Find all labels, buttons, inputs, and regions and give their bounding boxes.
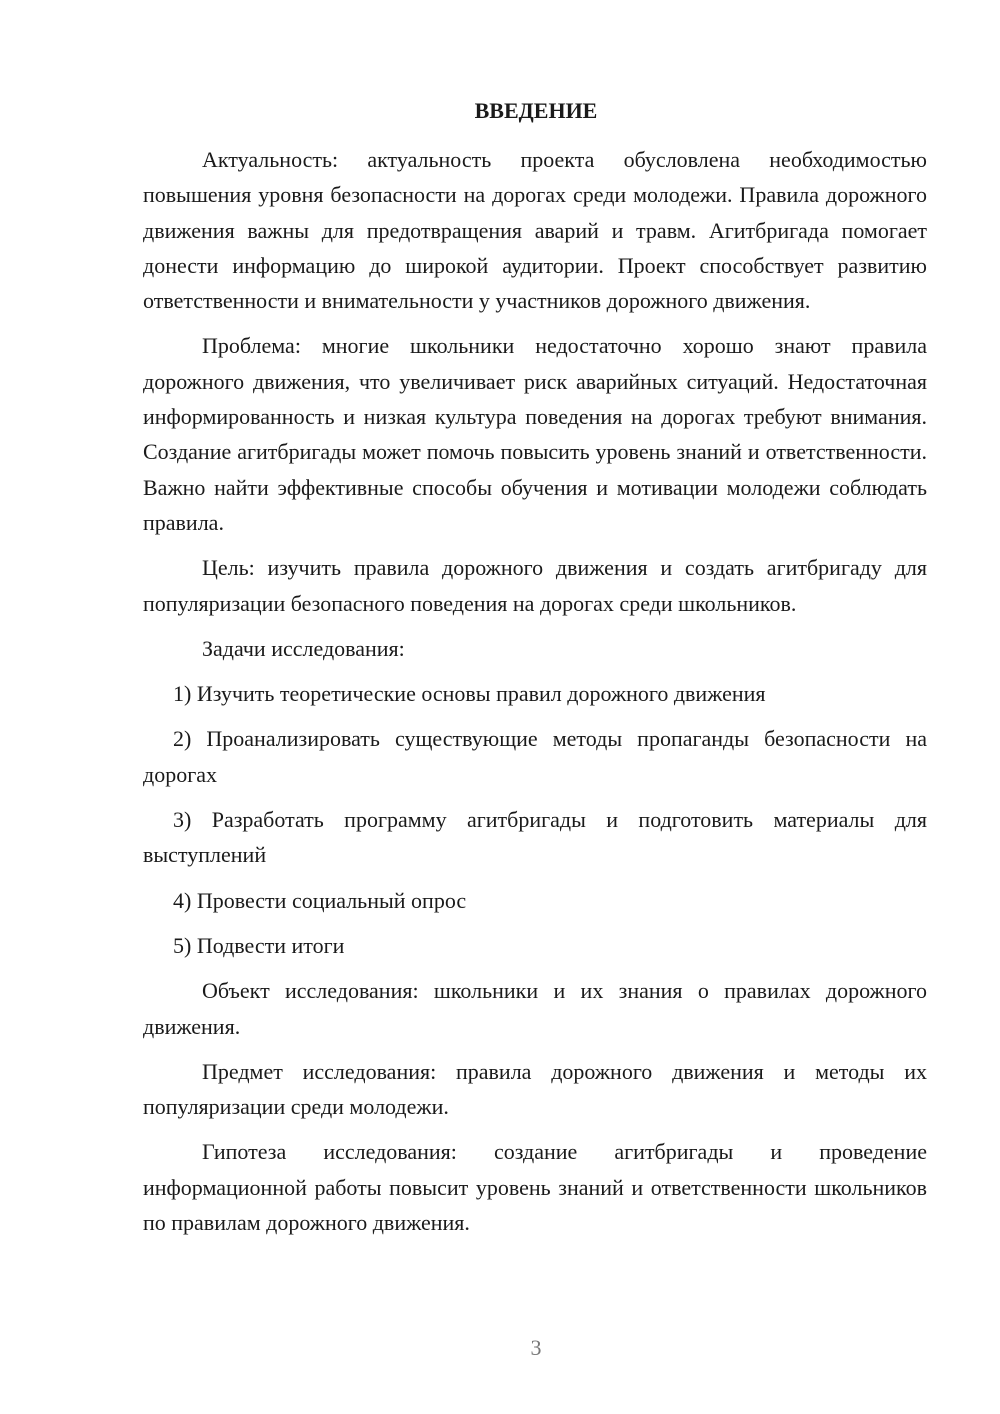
paragraph-relevance: Актуальность: актуальность проекта обусловлена необходимостью повышения уровня безопасности на дорогах среди молодежи. Правила дорожного движения важны для предотвращения аварий и травм. Агитбригада помогает донести информацию до широкой аудитории. Проект способствует развитию ответственности и внимательности у участников дорожного движения. — [143, 147, 927, 314]
task-item-2: 2) Проанализировать существующие методы пропаганды безопасности на дорогах — [143, 726, 927, 787]
task-item-4: 4) Провести социальный опрос — [173, 887, 467, 913]
paragraph-problem: Проблема: многие школьники недостаточно хорошо знают правила дорожного движения, что увеличивает риск аварийных ситуаций. Недостаточная информированность и низкая культура поведения на дорогах требуют внимания. Создание агитбригады может помочь повысить уровень знаний и ответственности. Важно найти эффективные способы обучения и мотивации молодежи соблюдать правила. — [143, 333, 927, 535]
task-item-3: 3) Разработать программу агитбригады и подготовить материалы для выступлений — [143, 807, 927, 868]
paragraph-object: Объект исследования: школьники и их знания о правилах дорожного движения. — [143, 978, 927, 1039]
page-number: 3 — [530, 1335, 542, 1360]
task-item-1: 1) Изучить теоретические основы правил дорожного движения — [173, 681, 766, 707]
task-item-5: 5) Подвести итоги — [173, 932, 345, 958]
tasks-heading: Задачи исследования: — [202, 635, 405, 661]
document-body — [143, 142, 927, 1250]
page-title: ВВЕДЕНИЕ — [474, 98, 598, 123]
paragraph-goal: Цель: изучить правила дорожного движения и создать агитбригаду для популяризации безопасного поведения на дорогах среди школьников. — [143, 555, 927, 616]
paragraph-hypothesis: Гипотеза исследования: создание агитбригады и проведение информационной работы повысит уровень знаний и ответственности школьников по правилам дорожного движения. — [143, 1139, 927, 1236]
paragraph-subject: Предмет исследования: правила дорожного движения и методы их популяризации среди молодежи. — [143, 1058, 927, 1120]
